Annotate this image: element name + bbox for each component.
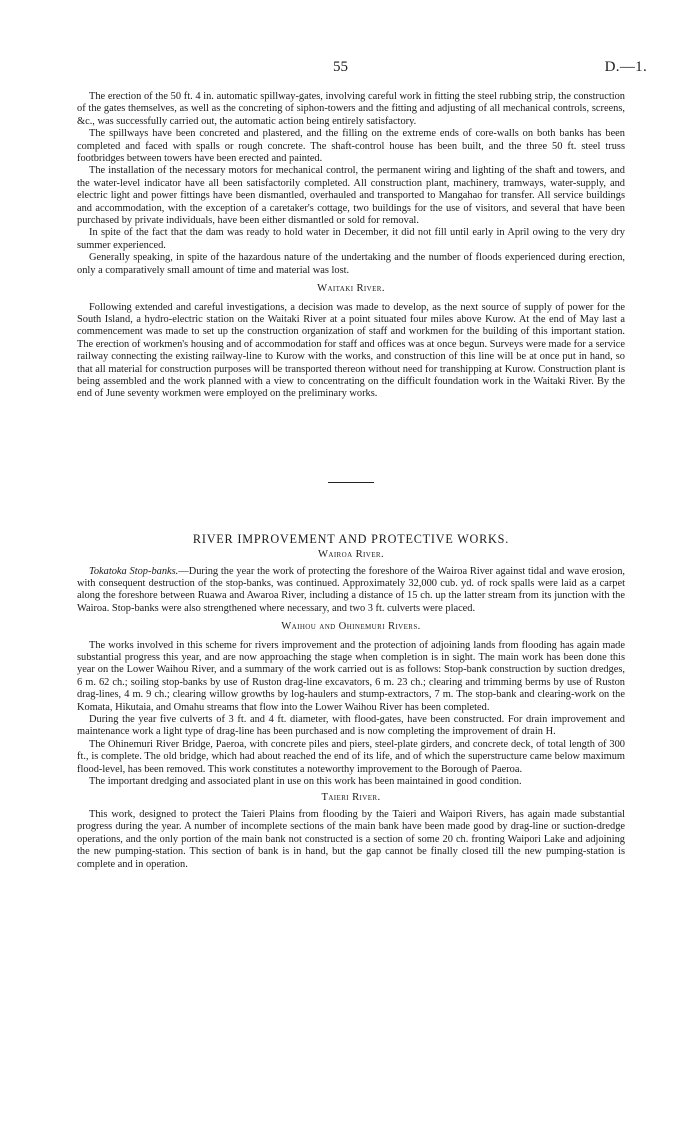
- waihou-ohinemuri-heading: Waihou and Ohinemuri Rivers.: [281, 621, 421, 633]
- page-header: [0, 61, 700, 81]
- spillway-gates-paragraph: The erection of the 50 ft. 4 in. automatic spillway-gates, involving careful work in fitting the steel rubbing strip, the construction of the gates themselves, as well as the concreting of siphon-towers and the fitting and adjusting of all mechanical controls, screens, &c., was successfully carried out, the automatic action being entirely satisfactory.: [77, 91, 625, 127]
- page-body: [77, 91, 625, 871]
- dredging-plant-paragraph: The important dredging and associated plant in use on this work has been maintained in good condition.: [89, 776, 522, 788]
- waitaki-river-heading: Waitaki River.: [317, 283, 385, 295]
- document-reference: D.—1.: [604, 59, 647, 75]
- waihou-works-paragraph: The works involved in this scheme for rivers improvement and the protection of adjoining lands from flooding has again made substantial progress this year, and are now approaching the stage when completion is in sight. The main work has been done this year on the Lower Waihou River, and a summary of the work carried out is as follows: Stop-bank construction by suction dredges, 6 m. 62 ch.; soiling stop-banks by use of Ruston drag-line excavators, 6 m. 23 ch.; clearing and trimming berms by use of Ruston drag-lines, 4 m. 9 ch.; clearing willow growths by log-haulers and stump-extractors, 7 m. The stop-bank and clearing-work on the Komata, Hikutaia, and Omahu streams that flow into the Lower Waihou River has been completed.: [77, 639, 625, 713]
- culverts-paragraph: During the year five culverts of 3 ft. and 4 ft. diameter, with flood-gates, have been constructed. For drain improvement and maintenance work a light type of drag-line has been purchased and is now completing the improvement of drain H.: [77, 714, 625, 738]
- river-works-heading: RIVER IMPROVEMENT AND PROTECTIVE WORKS.: [192, 531, 510, 546]
- spacer: [77, 483, 625, 533]
- taieri-paragraph: This work, designed to protect the Taieri Plains from flooding by the Taieri and Waipori Rivers, has again made substantial progress during the year. A number of incomplete sections of the main bank have been made good by drag-line or suction-dredge operations, and the only portion of the main bank not constructed is a section of some 20 ch. fronting Waipori Lake and adjoining the new pumping-station. This section of bank is in hand, but the gap cannot be finally closed till the new pumping-station is complete and in operation.: [77, 808, 625, 870]
- installation-paragraph: The installation of the necessary motors for mechanical control, the permanent wiring and lighting of the shaft and towers, and the water-level indicator have all been satisfactorily completed. All construction plant, machinery, tramways, water-supply, and electric light and power fittings have been dismantled, overhauled and transported to Mangahao for transfer. All service buildings and accommodation, with the exception of a caretaker's cottage, two buildings for the use of visitors, and several that have been purchased by private individuals, have been either dismantled or sold for removal.: [77, 165, 625, 227]
- page-number: 55: [333, 59, 348, 75]
- wairoa-paragraph: [77, 566, 625, 616]
- spillways-paragraph: The spillways have been concreted and plastered, and the filling on the extreme ends of core-walls on both banks has been completed and faced with spalls or rough concrete. The shaft-control house has been built, and the three 50 ft. steel truss footbridges between towers have been erected and painted.: [77, 128, 625, 165]
- ohinemuri-bridge-paragraph: The Ohinemuri River Bridge, Paeroa, with concrete piles and piers, steel-plate girders, and concrete deck, of total length of 300 ft., is complete. The old bridge, which had about reached the end of its life, and of which the superstructure came below maximum flood-level, has been removed. This work constitutes a noteworthy improvement to the Borough of Paeroa.: [77, 738, 625, 775]
- dam-filling-paragraph: In spite of the fact that the dam was ready to hold water in December, it did not fill until early in April owing to the very dry summer experienced.: [77, 227, 625, 251]
- wairoa-river-heading: Wairoa River.: [317, 549, 385, 561]
- wairoa-paragraph-text: —During the year the work of protecting the foreshore of the Wairoa River against tidal and wave erosion, with consequent destruction of the stop-banks, was continued. Approximately 32,000 cub. yd. of rock spalls were laid as a carpet along the foreshore between Ruawa and Awaroa River, including a distance of 15 ch. up the latter stream from its junction with the Wairoa. Stop-banks were also strengthened where necessary, and two 3 ft. culverts were placed.: [77, 565, 625, 614]
- summary-paragraph: Generally speaking, in spite of the hazardous nature of the undertaking and the number of floods experienced during erection, only a comparatively small amount of time and material was lost.: [77, 252, 625, 276]
- taieri-river-heading: Taieri River.: [321, 792, 381, 804]
- waitaki-paragraph: Following extended and careful investigations, a decision was made to develop, as the next source of supply of power for the South Island, a hydro-electric station on the Waitaki River at a point situated four miles above Kurow. At the end of May last a commencement was made to set up the construction organization of staff and workmen for the building of this important station. The erection of workmen's housing and of accommodation for staff and offices was at once begun. Surveys were made for a service railway connecting the existing railway-line to Kurow with the works, and construction of this line will be at once put in hand, so that all material for construction purposes will be transported thereon without need for transhipping at Kurow. Construction plant is being assembled and the work planned with a view to concentrating on the difficult foundation work in the Waitaki River. By the end of June seventy workmen were employed on the preliminary works.: [77, 301, 625, 400]
- tokatoka-lead: Tokatoka Stop-banks.: [89, 565, 179, 577]
